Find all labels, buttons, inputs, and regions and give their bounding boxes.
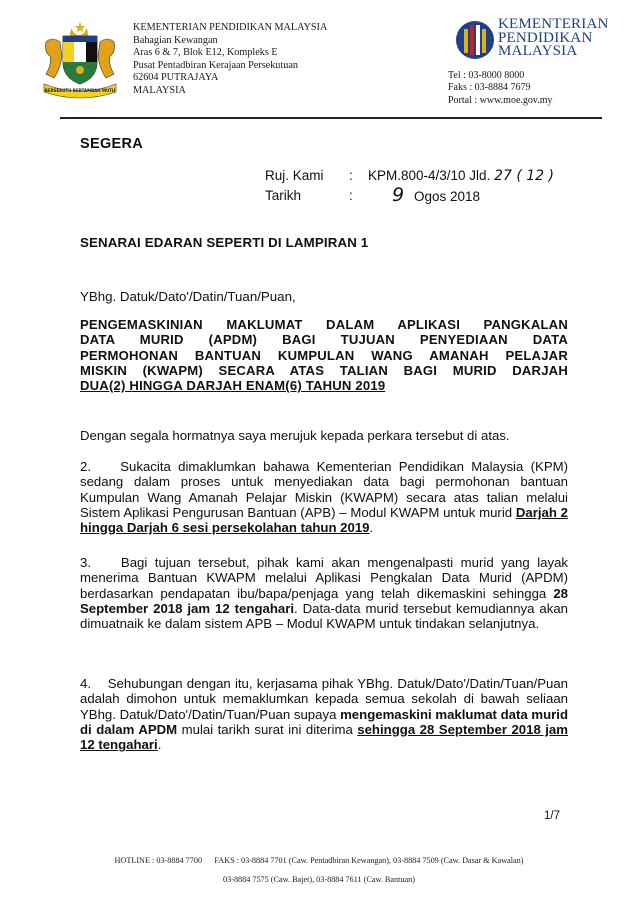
date-value: Ogos 2018 <box>414 189 481 204</box>
agency-address-line: MALAYSIA <box>133 84 186 96</box>
paragraph-text: . Data-data murid tersebut kemudiannya akan dimuatnaik ke dalam sistem APB – Modul KWAPM untuk tindakan selanjutnya. <box>80 600 568 632</box>
subject-line: MISKIN (KWAPM) SECARA ATAS TALIAN BAGI MURID DARJAH <box>80 362 568 378</box>
wordmark-line: PENDIDIKAN <box>498 29 593 46</box>
deadline-text: 28 September 2018 jam 12 tengahari <box>80 585 568 616</box>
wordmark-line: MALAYSIA <box>498 43 578 60</box>
contact-portal: Portal : www.moe.gov.my <box>448 94 553 106</box>
reference-colon: : <box>349 168 353 183</box>
subject-line: PENGEMASKINIAN MAKLUMAT DALAM APLIKASI PANGKALAN <box>80 317 568 332</box>
crest-motto: BERSEKUTU BERTAMBAH MUTU <box>44 88 116 93</box>
emphasis-text: Darjah 2 hingga Darjah 6 sesi persekolahan tahun 2019 <box>80 504 568 536</box>
paragraph-text: 3. Bagi tujuan tersebut, pihak kami akan mengenalpasti murid yang layak menerima Bantuan KWAPM melalui Aplikasi Pengkalan Data Murid (APDM) berdasarkan pendapatan ibu/bapa/penjaga yang telah dikemaskini sehingga <box>80 555 568 601</box>
footer-hotline: HOTLINE : 03-8884 7700 FAKS : 03-8884 7701 (Caw. Pentadbiran Kewangan), 03-8884 7509 (Caw. Dasar & Kawalan) <box>114 856 524 865</box>
agency-name: KEMENTERIAN PENDIDIKAN MALAYSIA <box>133 22 328 33</box>
subject-line: DATA MURID (APDM) BAGI TUJUAN PENYEDIAAN DATA <box>80 332 568 348</box>
date-label: Tarikh <box>265 188 302 203</box>
paragraph-text: 4. Sehubungan dengan itu, kerjasama pihak YBhg. Datuk/Dato'/Datin/Tuan/Puan adalah dimohon untuk memaklumkan kepada semua sekolah di bawah seliaan YBhg. Datuk/Dato'/Datin/Tuan/Puan supaya <box>80 676 568 722</box>
paragraph-text: . <box>157 737 162 753</box>
page-number: 1/7 <box>544 810 560 822</box>
reference-number: KPM.800-4/3/10 Jld. <box>368 168 491 183</box>
salutation: YBhg. Datuk/Dato'/Datin/Tuan/Puan, <box>80 289 296 304</box>
intro-text: Dengan segala hormatnya saya merujuk kepada perkara tersebut di atas. <box>80 428 510 443</box>
header-divider <box>60 117 602 119</box>
agency-address-line: Pusat Pentadbiran Kerajaan Persekutuan <box>133 59 298 71</box>
date-day-handwritten: 9 <box>392 184 405 206</box>
subject-line: PERMOHONAN BANTUAN KUMPULAN WANG AMANAH PELAJAR <box>80 347 568 363</box>
moe-logo-icon <box>455 17 495 63</box>
contact-fax: Faks : 03-8884 7679 <box>448 82 531 94</box>
recipients-line: SENARAI EDARAN SEPERTI DI LAMPIRAN 1 <box>80 235 369 250</box>
paragraph-2 <box>80 459 568 535</box>
paragraph-text: mulai tarikh surat ini diterima <box>177 721 358 737</box>
deadline-text: sehingga 28 September 2018 jam 12 tengahari <box>80 721 568 753</box>
reference-handwritten: 27 ( 12 ) <box>494 168 554 184</box>
agency-address <box>133 22 327 98</box>
moe-wordmark <box>498 18 609 59</box>
paragraph-text: . <box>369 520 374 536</box>
contact-info <box>448 70 553 107</box>
footer-fax-lines: 03-8884 7575 (Caw. Bajet), 03-8884 7611 (Caw. Bantuan) <box>223 875 415 884</box>
agency-division: Bahagian Kewangan <box>133 34 218 46</box>
intro-paragraph <box>80 428 568 443</box>
subject-heading <box>80 317 568 393</box>
date-colon: : <box>349 188 353 203</box>
action-text: mengemaskini maklumat data murid di dalam APDM <box>80 706 569 737</box>
wordmark-line: KEMENTERIAN <box>498 16 609 32</box>
reference-value <box>368 168 554 184</box>
paragraph-text: 2. Sukacita dimaklumkan bahawa Kementerian Pendidikan Malaysia (KPM) sedang dalam proses untuk menyediakan data bagi permohonan bantuan Kumpulan Wang Amanah Pelajar Miskin (KWAPM) secara atas talian melalui Sistem Aplikasi Pengurusan Bantuan (APB) – Modul KWAPM untuk murid <box>80 459 568 520</box>
contact-tel: Tel : 03-8000 8000 <box>448 70 525 81</box>
paragraph-4 <box>80 676 568 752</box>
agency-address-line: Aras 6 & 7, Blok E12, Kompleks E <box>133 47 278 59</box>
subject-line-underlined: DUA(2) HINGGA DARJAH ENAM(6) TAHUN 2019 <box>80 378 386 394</box>
coat-of-arms-icon <box>38 20 122 100</box>
urgency-label: SEGERA <box>80 136 144 152</box>
paragraph-3 <box>80 555 568 631</box>
agency-address-line: 62604 PUTRAJAYA <box>133 72 219 84</box>
reference-label: Ruj. Kami <box>265 168 324 183</box>
